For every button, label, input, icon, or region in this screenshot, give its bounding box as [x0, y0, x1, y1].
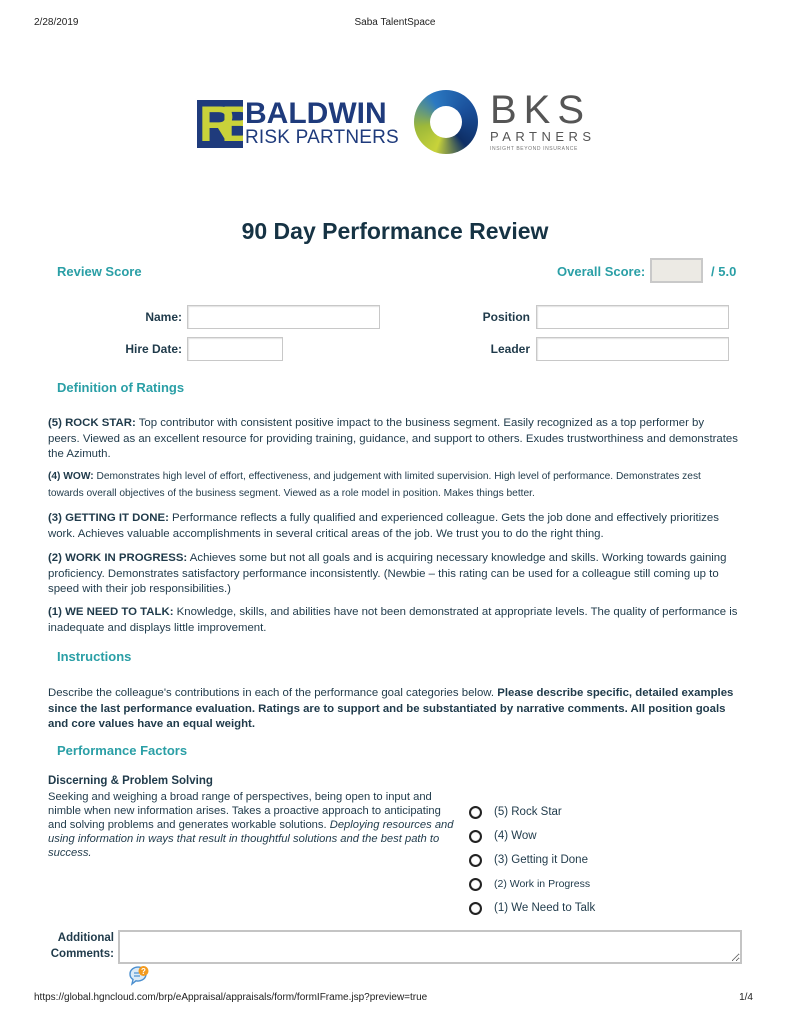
overall-score-max: / 5.0	[711, 264, 737, 279]
factor-title: Discerning & Problem Solving	[48, 775, 213, 787]
rating-option-5[interactable]: (5) Rock Star	[469, 803, 562, 821]
factor-description: Seeking and weighing a broad range of perspectives, being open to input and nimble when new information arises. Takes a proactive approach to anticipating and solving problems and generates workable solutions. Deploying resources and using information in ways that result in thoughtful solutions and the best path to success.	[48, 791, 454, 859]
instructions-text: Describe the colleague's contributions in each of the performance goal categories below. Please describe specific, detailed examples since the last performance evaluation. Ratings are to support and be substantiated by narrative comments. All position goals and core values have an equal weight.	[48, 687, 734, 730]
name-label: Name:	[145, 310, 182, 324]
radio-button[interactable]	[469, 854, 482, 867]
rating-definition-4: (4) WOW: Demonstrates high level of effort, effectiveness, and judgement with limited supervision. High level of performance. Demonstrates zest towards overall objectives of the business segment. Viewed as a role model in position. Makes things better.	[48, 471, 701, 499]
page-title: 90 Day Performance Review	[241, 218, 549, 244]
overall-score-field	[650, 258, 703, 283]
performance-factors-heading: Performance Factors	[57, 743, 188, 758]
rating-definition-1: (1) WE NEED TO TALK: Knowledge, skills, and abilities have not been demonstrated at appropriate levels. The quality of performance is inadequate and displays little improvement.	[48, 606, 738, 634]
radio-button[interactable]	[469, 806, 482, 819]
baldwin-logo-line1: BALDWIN	[245, 97, 387, 130]
hire-date-input[interactable]	[187, 337, 283, 361]
leader-input[interactable]	[536, 337, 729, 361]
chat-help-icon[interactable]	[128, 965, 150, 987]
position-input[interactable]	[536, 305, 729, 329]
print-title: Saba TalentSpace	[354, 17, 436, 28]
print-header	[0, 17, 790, 31]
name-input[interactable]	[187, 305, 380, 329]
print-url: https://global.hgncloud.com/brp/eAppraisal/appraisals/form/formIFrame.jsp?preview=true	[34, 992, 428, 1003]
radio-button[interactable]	[469, 878, 482, 891]
print-date: 2/28/2019	[34, 17, 79, 28]
page-number: 1/4	[739, 992, 753, 1003]
rating-option-1[interactable]: (1) We Need to Talk	[469, 899, 595, 917]
bks-ring-icon	[414, 90, 478, 154]
rating-option-4[interactable]: (4) Wow	[469, 827, 537, 845]
radio-button[interactable]	[469, 902, 482, 915]
position-label: Position	[482, 310, 530, 324]
rb-logo-mark: RB	[199, 100, 243, 148]
additional-comments-input[interactable]	[118, 930, 742, 964]
rating-definition-5: (5) ROCK STAR: Top contributor with consistent positive impact to the business segment. Easily recognized as a top performer by peers. Viewed as an excellent resource for providing training, guidance, and support to others. Exudes trustworthiness and demonstrates the Azimuth.	[48, 417, 738, 460]
overall-score-label: Overall Score:	[557, 264, 646, 279]
rating-definition-3: (3) GETTING IT DONE: Performance reflects a fully qualified and experienced colleague. Gets the job done and effectively prioritizes work. Achieves valuable accomplishments in several critical areas of the job. We trust you to do the right thing.	[48, 512, 719, 540]
radio-button[interactable]	[469, 830, 482, 843]
rating-option-2[interactable]: (2) Work in Progress	[469, 875, 590, 893]
baldwin-logo	[197, 97, 399, 148]
bks-logo-tagline: INSIGHT BEYOND INSURANCE	[490, 146, 578, 152]
additional-comments-label: Additional Comments:	[50, 932, 114, 960]
svg-text:?: ?	[141, 967, 146, 976]
baldwin-logo-line2: RISK PARTNERS	[245, 127, 399, 148]
review-score-heading: Review Score	[57, 264, 142, 279]
rating-definition-2: (2) WORK IN PROGRESS: Achieves some but not all goals and is acquiring necessary knowledge and skills. Working towards gaining proficiency. Demonstrates satisfactory performance inconsistently. (Newbie – this rating can be used for a colleague still coming up to speed with their job responsibilities.)	[48, 552, 727, 595]
instructions-heading: Instructions	[57, 649, 132, 664]
hire-date-label: Hire Date:	[125, 342, 182, 356]
definitions-heading: Definition of Ratings	[57, 380, 185, 395]
bks-logo-line1: BKS	[490, 88, 592, 132]
leader-label: Leader	[490, 342, 530, 356]
bks-logo-line2: PARTNERS	[490, 129, 596, 144]
rating-option-3[interactable]: (3) Getting it Done	[469, 851, 588, 869]
bks-logo	[414, 90, 596, 154]
